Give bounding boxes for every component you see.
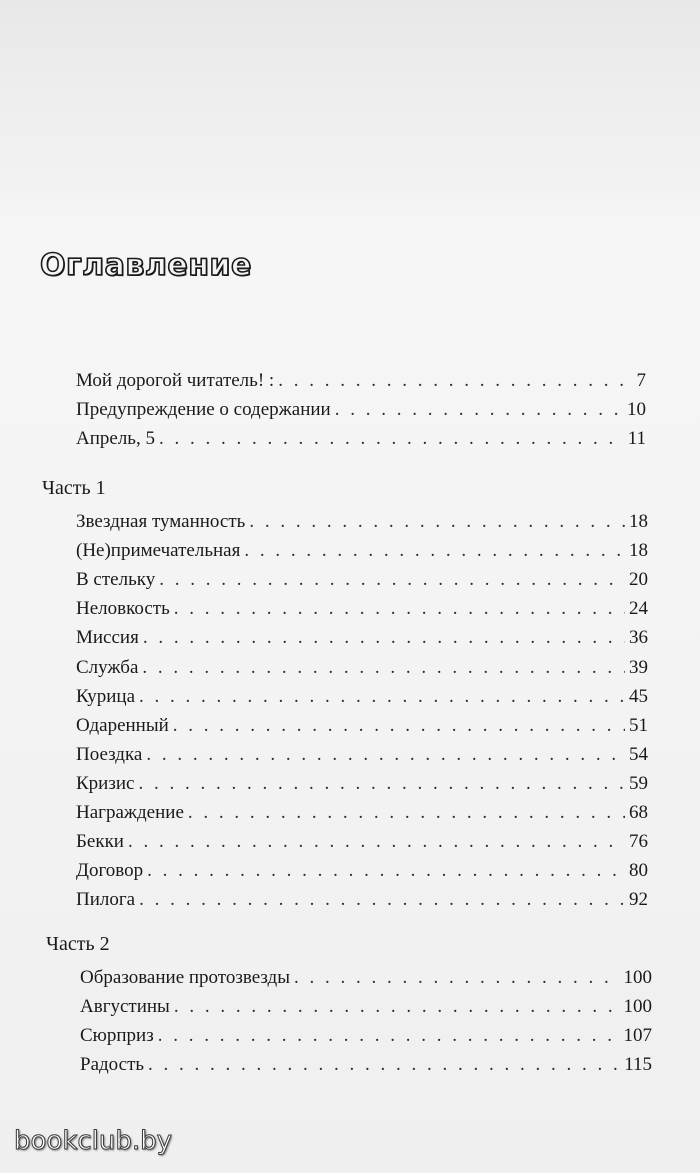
- toc-entry-title: Звездная туманность: [76, 511, 246, 532]
- toc-entry-page: 115: [624, 1054, 652, 1075]
- toc-entry-page: 18: [629, 540, 648, 561]
- toc-heading: Оглавление: [40, 248, 252, 283]
- toc-entry-title: (Не)примечательная: [76, 540, 241, 561]
- dot-leader: [159, 427, 624, 451]
- toc-entry-title: Награждение: [76, 802, 184, 823]
- toc-entry-page: 24: [629, 598, 648, 619]
- toc-entry-page: 76: [629, 831, 648, 852]
- dot-leader: [294, 966, 620, 990]
- dot-leader: [335, 398, 623, 422]
- toc-entry-title: Сюрприз: [80, 1025, 154, 1046]
- toc-entry-title: Мой дорогой читатель! :: [76, 370, 275, 391]
- toc-entry: [76, 427, 646, 451]
- toc-entry-title: Августины: [80, 996, 170, 1017]
- dot-leader: [158, 1024, 620, 1048]
- toc-entry-page: 11: [627, 428, 646, 449]
- dot-leader: [174, 995, 620, 1019]
- toc-entry-title: Кризис: [76, 773, 135, 794]
- toc-entry-page: 51: [629, 715, 648, 736]
- toc-entry-title: В стельку: [76, 569, 156, 590]
- toc-entry-page: 68: [629, 802, 648, 823]
- toc-entry: [76, 568, 648, 592]
- toc-entry: [76, 626, 648, 650]
- toc-entry: [76, 656, 648, 680]
- dot-leader: [142, 656, 625, 680]
- toc-entry-title: Курица: [76, 686, 136, 707]
- toc-entry: [76, 743, 648, 767]
- dot-leader: [174, 597, 625, 621]
- toc-entry: [76, 714, 648, 738]
- dot-leader: [147, 859, 625, 883]
- toc-entry: [76, 369, 646, 393]
- toc-entry-title: Образование протозвезды: [80, 967, 290, 988]
- toc-entry-page: 7: [636, 370, 646, 391]
- toc-entry: [76, 398, 646, 422]
- toc-entry-title: Пилога: [76, 889, 136, 910]
- toc-entry-page: 10: [627, 399, 646, 420]
- toc-entry: [80, 995, 652, 1019]
- dot-leader: [249, 510, 625, 534]
- toc-entry-page: 18: [629, 511, 648, 532]
- site-watermark: bookclub.by: [14, 1126, 173, 1156]
- toc-entry-title: Одаренный: [76, 715, 169, 736]
- toc-entry-page: 54: [629, 744, 648, 765]
- toc-entry-title: Служба: [76, 657, 139, 678]
- dot-leader: [139, 888, 625, 912]
- toc-entry-page: 45: [629, 686, 648, 707]
- dot-leader: [159, 568, 625, 592]
- toc-entry-page: 36: [629, 627, 648, 648]
- toc-entry-title: Поездка: [76, 744, 143, 765]
- toc-entry-page: 59: [629, 773, 648, 794]
- dot-leader: [143, 626, 625, 650]
- toc-entry: [76, 539, 648, 563]
- dot-leader: [138, 772, 625, 796]
- dot-leader: [128, 830, 625, 854]
- toc-entry-title: Радость: [80, 1054, 145, 1075]
- toc-entry-page: 39: [629, 657, 648, 678]
- dot-leader: [278, 369, 632, 393]
- dot-leader: [188, 801, 625, 825]
- dot-leader: [139, 685, 625, 709]
- dot-leader: [148, 1053, 620, 1077]
- part-label: Часть 1: [42, 477, 106, 499]
- toc-entry: [76, 888, 648, 912]
- toc-entry-title: Миссия: [76, 627, 139, 648]
- toc-entry-title: Договор: [76, 860, 144, 881]
- page-top-shade: [0, 0, 700, 240]
- toc-entry: [80, 1053, 652, 1077]
- toc-entry: [76, 830, 648, 854]
- toc-entry-page: 92: [629, 889, 648, 910]
- dot-leader: [244, 539, 625, 563]
- toc-entry: [76, 801, 648, 825]
- toc-entry-page: 20: [629, 569, 648, 590]
- toc-entry-title: Предупреждение о содержании: [76, 399, 331, 420]
- toc-entry-page: 100: [623, 996, 652, 1017]
- toc-entry: [76, 510, 648, 534]
- dot-leader: [146, 743, 625, 767]
- toc-entry-page: 80: [629, 860, 648, 881]
- dot-leader: [173, 714, 625, 738]
- toc-entry: [76, 597, 648, 621]
- part-label: Часть 2: [46, 933, 110, 955]
- toc-entry-page: 107: [623, 1025, 652, 1046]
- toc-entry: [76, 685, 648, 709]
- toc-entry-title: Апрель, 5: [76, 428, 155, 449]
- toc-entry-page: 100: [623, 967, 652, 988]
- toc-entry-title: Неловкость: [76, 598, 170, 619]
- toc-entry: [76, 772, 648, 796]
- toc-entry-title: Бекки: [76, 831, 124, 852]
- toc-entry: [80, 966, 652, 990]
- toc-entry: [76, 859, 648, 883]
- toc-entry: [80, 1024, 652, 1048]
